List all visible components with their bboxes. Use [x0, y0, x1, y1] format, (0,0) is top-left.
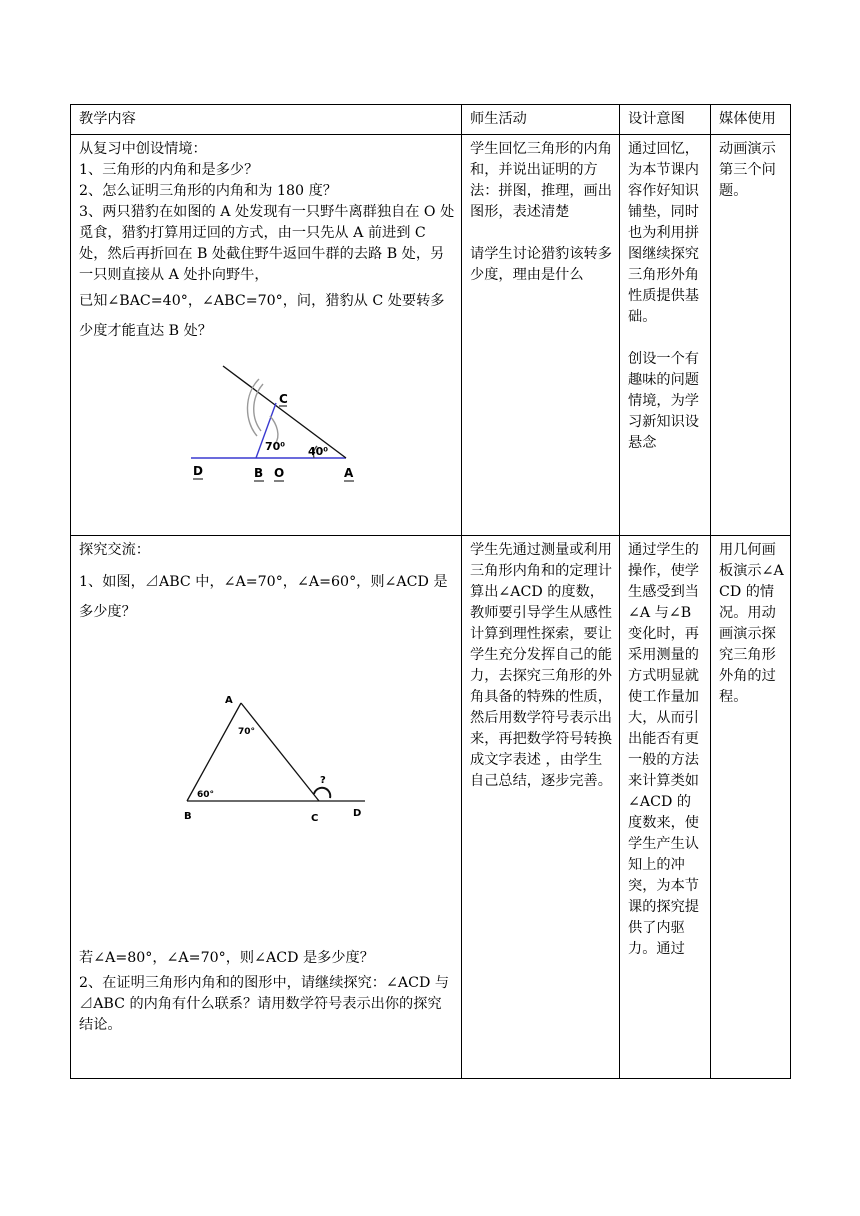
row2-question-1: 1、如图，⊿ABC 中，∠A=70°，∠A=60°，则∠ACD 是多少度？	[79, 574, 448, 620]
row1-content-cell	[71, 135, 462, 536]
cheetah-diagram	[179, 358, 439, 486]
triangle-figure	[79, 627, 455, 943]
line-ba	[187, 703, 241, 801]
table-header-row	[71, 105, 791, 135]
cheetah-figure	[79, 358, 455, 486]
label-a: A	[225, 695, 233, 706]
row1-title: 从复习中创设情境：	[79, 141, 207, 157]
row1-media: 动画演示第三个问题。	[719, 141, 776, 199]
row1-question-2: 2、怎么证明三角形的内角和为 180 度？	[79, 183, 337, 199]
row1-question-1: 1、三角形的内角和是多少？	[79, 162, 259, 178]
row1-activity-cell	[462, 135, 620, 536]
table-row	[71, 536, 791, 1079]
row1-intent-1: 通过回忆，为本节课内容作好知识铺垫，同时也为利用拼图继续探究三角形外角性质提供基础。	[628, 141, 699, 325]
row1-activity-1: 学生回忆三角形的内角和，并说出证明的方法：拼图，推理，画出图形，表述清楚	[470, 141, 612, 220]
angle-b-label: 70⁰	[265, 440, 286, 453]
lesson-plan-table	[70, 104, 791, 1079]
header-media: 媒体使用	[711, 105, 791, 135]
angle-b-label: 60°	[197, 790, 215, 800]
row2-question-1b: 若∠A=80°，∠A=70°，则∠ACD 是多少度？	[79, 950, 374, 966]
header-content: 教学内容	[71, 105, 462, 135]
row2-media: 用几何画板演示∠ACD 的情况。用动画演示探究三角形外角的过程。	[719, 542, 784, 705]
label-b: B	[254, 466, 264, 480]
row2-intent: 通过学生的操作，使学生感受到当∠A 与∠B 变化时，再采用测量的方式明显就使工作量加大，从而引出能否有更一般的方法来计算类如∠ACD 的度数来，使学生产生认知上的冲突，为本节课的探究提供了内驱力。通过	[628, 542, 699, 957]
angle-c-label: ?	[320, 775, 326, 786]
label-d: D	[193, 464, 203, 478]
row2-question-2: 2、在证明三角形内角和的图形中，请继续探究：∠ACD 与⊿ABC 的内角有什么联系？请用数学符号表示出你的探究结论。	[79, 975, 450, 1033]
row2-activity: 学生先通过测量或利用三角形内角和的定理计算出∠ACD 的度数，教师要引导学生从感性计算到理性探索，要让学生充分发挥自己的能力，去探究三角形的外角具备的特殊的性质，然后用数学符号表示出来，再把数学符号转换成文字表述 ，由学生自己总结，逐步完善。	[470, 542, 612, 789]
row1-intent-cell	[620, 135, 711, 536]
label-a: A	[344, 466, 354, 480]
label-b: B	[184, 811, 192, 822]
angle-a-label: 40⁰	[308, 445, 329, 458]
row1-question-3: 3、两只猎豹在如图的 A 处发现有一只野牛离群独自在 O 处觅食，猎豹打算用迂回的方式，由一只先从 A 前进到 C 处，然后再折回在 B 处截住野牛返回牛群的去路 B 处，另一只则直接从 A 处扑向野牛，	[79, 204, 455, 283]
arc-c-inner	[254, 384, 263, 431]
row1-question-3-given: 已知∠BAC=40°，∠ABC=70°，问，猎豹从 C 处要转多少度才能直达 B 处？	[79, 293, 445, 339]
arc-acd	[314, 788, 330, 798]
angle-a-label: 70°	[238, 727, 256, 737]
row1-activity-2: 请学生讨论猎豹该转多少度，理由是什么	[470, 246, 612, 283]
header-intent: 设计意图	[620, 105, 711, 135]
row2-intent-cell	[620, 536, 711, 1079]
row2-content-cell	[71, 536, 462, 1079]
line-ac	[241, 703, 319, 801]
label-c: C	[311, 813, 319, 824]
triangle-diagram	[177, 693, 377, 843]
table-row	[71, 135, 791, 536]
row1-intent-2: 创设一个有趣味的问题情境，为学习新知识设悬念	[628, 351, 699, 451]
label-o: O	[274, 466, 285, 480]
row1-media-cell	[711, 135, 791, 536]
row2-media-cell	[711, 536, 791, 1079]
row2-title: 探究交流：	[79, 542, 150, 558]
label-d: D	[353, 808, 362, 819]
row2-activity-cell	[462, 536, 620, 1079]
label-c: C	[279, 392, 288, 406]
header-activity: 师生活动	[462, 105, 620, 135]
